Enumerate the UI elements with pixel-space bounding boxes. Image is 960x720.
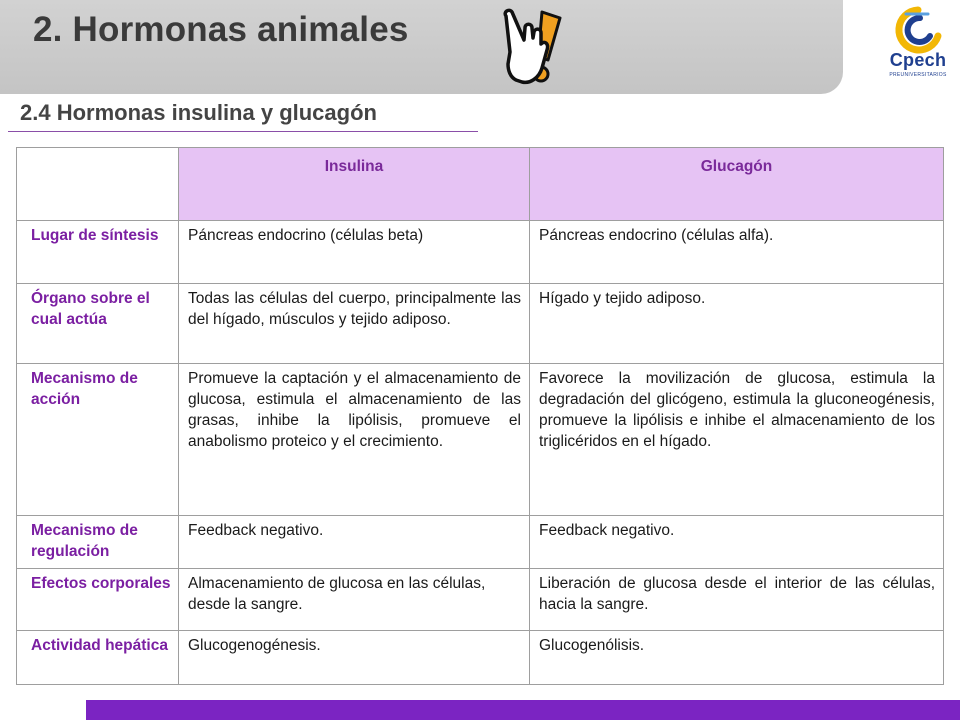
insulina-cell: Feedback negativo. bbox=[179, 516, 530, 569]
cpech-logo-icon bbox=[876, 6, 960, 56]
row-label: Actividad hepática bbox=[17, 631, 179, 685]
table-corner bbox=[17, 148, 179, 221]
insulina-cell: Páncreas endocrino (células beta) bbox=[179, 221, 530, 284]
table-row bbox=[17, 284, 944, 364]
table-row bbox=[17, 631, 944, 685]
hormones-comparison-table bbox=[16, 147, 944, 685]
logo-text: Cpech bbox=[889, 50, 947, 70]
table-row bbox=[17, 364, 944, 516]
row-label: Lugar de síntesis bbox=[17, 221, 179, 284]
pointing-hand-exclamation-icon bbox=[498, 4, 572, 90]
glucagon-cell: Feedback negativo. bbox=[530, 516, 944, 569]
title-bar bbox=[0, 0, 843, 94]
insulina-cell: Todas las células del cuerpo, principalmente las del hígado, músculos y tejido adiposo. bbox=[179, 284, 530, 364]
row-label: Órgano sobre el cual actúa bbox=[17, 284, 179, 364]
table-row bbox=[17, 516, 944, 569]
glucagon-cell: Hígado y tejido adiposo. bbox=[530, 284, 944, 364]
row-label: Mecanismo de acción bbox=[17, 364, 179, 516]
insulina-cell: Glucogenogénesis. bbox=[179, 631, 530, 685]
column-header-insulina: Insulina bbox=[179, 148, 530, 221]
glucagon-cell: Glucogenólisis. bbox=[530, 631, 944, 685]
glucagon-cell: Liberación de glucosa desde el interior de las células, hacia la sangre. bbox=[530, 569, 944, 631]
row-label: Mecanismo de regulación bbox=[17, 516, 179, 569]
column-header-glucagon: Glucagón bbox=[530, 148, 944, 221]
insulina-cell: Promueve la captación y el almacenamiento de glucosa, estimula el almacenamiento de las grasas, inhibe la lipólisis, promueve el anabolismo proteico y el crecimiento. bbox=[179, 364, 530, 516]
subtitle-divider bbox=[8, 131, 478, 132]
logo-tagline: PREUNIVERSITARIOS bbox=[889, 72, 947, 78]
row-label: Efectos corporales bbox=[17, 569, 179, 631]
insulina-cell: Almacenamiento de glucosa en las células, desde la sangre. bbox=[179, 569, 530, 631]
bottom-band bbox=[86, 700, 960, 720]
glucagon-cell: Favorece la movilización de glucosa, estimula la degradación del glicógeno, estimula la gluconeogénesis, promueve la lipólisis e inhibe el almacenamiento de los triglicéridos en el hígado. bbox=[530, 364, 944, 516]
section-subtitle: 2.4 Hormonas insulina y glucagón bbox=[20, 100, 377, 125]
glucagon-cell: Páncreas endocrino (células alfa). bbox=[530, 221, 944, 284]
table-row bbox=[17, 221, 944, 284]
table-row bbox=[17, 569, 944, 631]
page-title: 2. Hormonas animales bbox=[33, 10, 409, 49]
cpech-logo bbox=[876, 6, 960, 90]
